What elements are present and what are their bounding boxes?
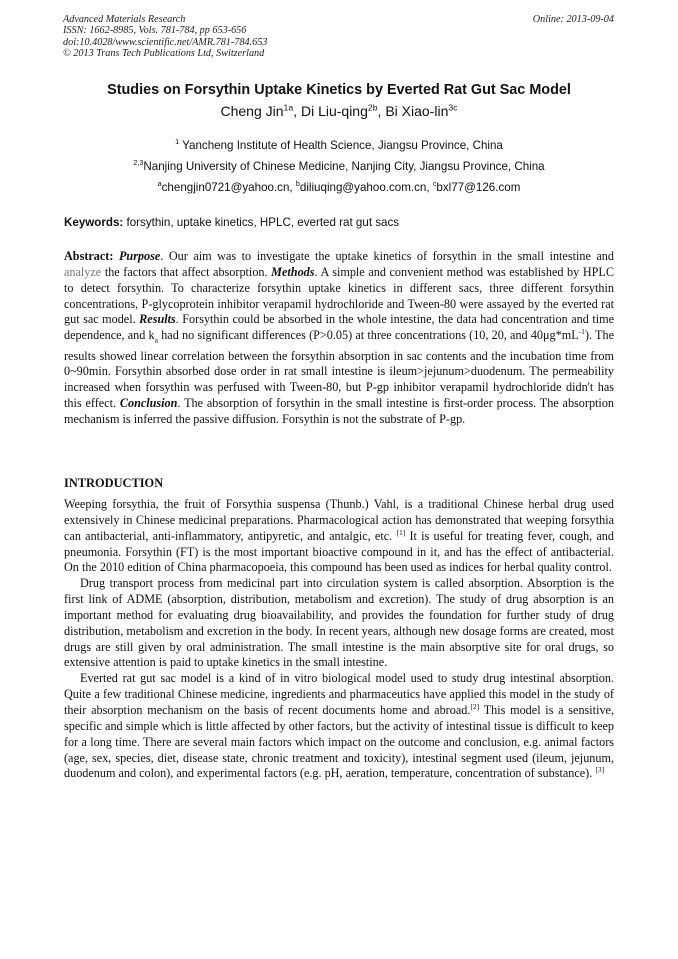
author-name: Cheng Jin [220, 103, 284, 119]
author-emails [0, 181, 678, 194]
affiliation-sup: 2,3 [133, 158, 144, 168]
results-text: . Forsythin could be absorbed in the whole intestine, the data had concentration and time dependence, and k [64, 312, 614, 343]
results-superscript: -1 [578, 327, 585, 337]
email-sup: c [432, 179, 437, 189]
email-sup: b [295, 179, 300, 189]
affiliation-text: Nanjing University of Chinese Medicine, Nanjing City, Jiangsu Province, China [143, 160, 545, 173]
author-sup: 2b [367, 102, 378, 113]
introduction-body [64, 497, 614, 782]
issn-line: ISSN: 1662-8985, Vols. 781-784, pp 653-656 [63, 25, 247, 37]
purpose-text: . Our aim was to investigate the uptake kinetics of forsythin in the small intestine and [160, 249, 614, 263]
citation-ref: [1] [396, 527, 406, 537]
intro-text: Weeping forsythia, the fruit of Forsythia suspensa (Thunb.) Vahl, is a traditional Chinese herbal drug used extensively in Chinese medicinal preparations. Pharmacological action has demonstrated that weeping forsythia can antibacterial, anti-inflammatory, antipyretic, and antalgic, etc. [64, 497, 614, 543]
email-text: bxl77@126.com [436, 181, 521, 194]
keywords-label: Keywords: [64, 216, 124, 229]
methods-label: Methods [271, 264, 315, 279]
purpose-text: the factors that affect absorption. [101, 264, 272, 279]
email-text: chengjin0721@yahoo.cn, [161, 181, 296, 194]
online-date: Online: 2013-09-04 [532, 14, 614, 25]
conclusion-label: Conclusion [119, 396, 178, 411]
abstract-label: Abstract: [64, 249, 114, 263]
intro-paragraph-2: Drug transport process from medicinal part into circulation system is called absorption. Absorption is the first link of ADME (absorption, distribution, metabolism and excretion). The study of drug absorption is an important method for evaluating drug bioavailability, and provides the foundation for further study of drug distribution, metabolism and excretion in the body. In recent years, although new dosage forms are created, most drugs are still given by oral administration. The small intestine is the main absorptive site for oral drugs, so extensive attention is paid to uptake kinetics in the small intestine. [64, 576, 614, 670]
results-label: Results [139, 312, 176, 327]
methods-text: . A simple and convenient method was established by HPLC to detect forsythin. To characterize forsythin uptake kinetics in different sacs, three different forsythin concentrations, P-glycoprotein inhibitor verapamil hydrochloride and Tween-80 were assayed by the everted rat gut sac model. [64, 264, 614, 327]
affiliation-sup: 1 [175, 137, 180, 147]
author-sep: , [377, 103, 386, 119]
email-sup: a [157, 179, 162, 189]
keywords [64, 216, 399, 229]
journal-name: Advanced Materials Research [63, 14, 186, 25]
affiliation-2 [0, 160, 678, 173]
abstract-paragraph [64, 249, 614, 428]
author-sep: , [293, 103, 301, 119]
introduction-heading: INTRODUCTION [64, 476, 164, 490]
author-name: Di Liu-qing [300, 103, 368, 119]
citation-ref: [2] [470, 701, 480, 711]
author-sup: 1a [283, 102, 294, 113]
purpose-label: Purpose [118, 249, 161, 263]
affiliation-1 [0, 139, 678, 152]
author-name: Bi Xiao-lin [385, 103, 449, 119]
purpose-gray-word: analyze [64, 264, 102, 279]
author-sup: 3c [448, 102, 458, 113]
abstract [64, 249, 614, 428]
intro-paragraph-3 [64, 671, 614, 782]
results-text: ). The results showed linear correlation between the forsythin absorption in sac contents and the incubation time from 0~90min. Forsythin absorbed dose order in rat small intestine is ileum>jejunum>duodenum. The permeability increased when forsythin was perfused with Tween-80, but P-gp inhibitor verapamil hydrochloride didn't has this effect. [64, 328, 614, 411]
results-subscript: a [154, 335, 158, 345]
journal-header [63, 14, 267, 60]
citation-ref: [3] [595, 765, 605, 775]
email-text: diliuqing@yahoo.com.cn, [299, 181, 433, 194]
intro-text: Everted rat gut sac model is a kind of in vitro biological model used to study drug intestinal absorption. Quite a few traditional Chinese medicine, ingredients and pharmaceutics have applied this model in the study of their absorption mechanism on the basis of recent documents home and abroad. [64, 671, 614, 717]
intro-paragraph-1 [64, 497, 614, 576]
doi-line: doi:10.4028/www.scientific.net/AMR.781-784.653 [63, 36, 268, 48]
intro-text: It is useful for treating fever, cough, and pneumonia. Forsythin (FT) is the most important bioactive compound in it, and has the effect of antibacterial. On the 2010 edition of China pharmacopoeia, this compound has been used as indices for herbal quality control. [64, 528, 614, 575]
affiliation-text: Yancheng Institute of Health Science, Jiangsu Province, China [179, 139, 503, 152]
results-text: had no significant differences (P>0.05) at three concentrations (10, 20, and 40μg*mL [158, 328, 579, 343]
keywords-text: forsythin, uptake kinetics, HPLC, everted rat gut sacs [126, 216, 400, 229]
conclusion-text: . The absorption of forsythin in the small intestine is first-order process. The absorption mechanism is inferred the passive diffusion. Forsythin is not the substrate of P-gp. [64, 396, 615, 426]
intro-text: This model is a sensitive, specific and simple which is little affected by other factors, but the activity of intestinal tissue is difficult to keep for a long time. There are several main factors which impact on the outcome and conclusion, e.g. animal factors (age, sex, species, diet, disease state, chronic treatment and toxicity), intestinal segment used (ileum, jejunum, duodenum and colon), and experimental factors (e.g. pH, aeration, temperature, concentration of substance). [64, 702, 615, 781]
copyright-line: © 2013 Trans Tech Publications Ltd, Switzerland [63, 48, 265, 60]
paper-title: Studies on Forsythin Uptake Kinetics by Everted Rat Gut Sac Model [107, 82, 571, 98]
author-list [0, 103, 678, 119]
